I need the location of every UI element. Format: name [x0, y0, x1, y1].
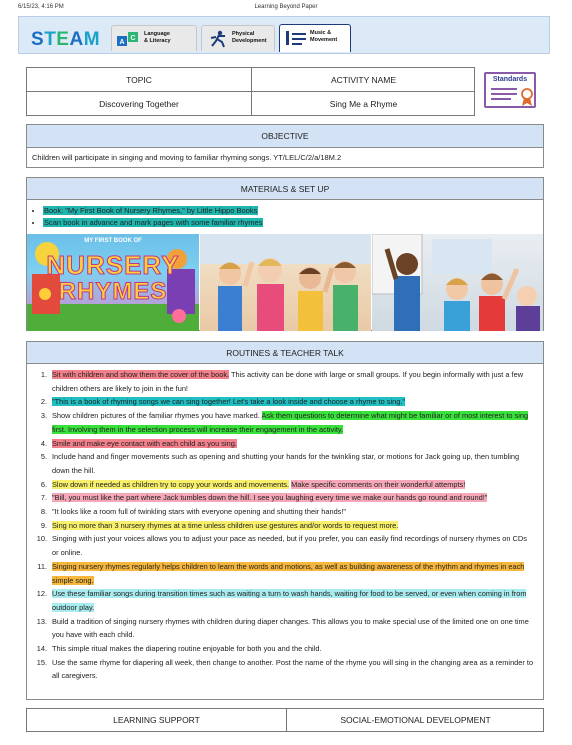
- steam-letter: E: [56, 29, 70, 50]
- routine-item: [35, 519, 535, 533]
- routine-text-part: Include hand and finger movements such as opening and shutting your hands for the twinkling star, or motions for Jack going up, then tumbling down the hill.: [52, 452, 520, 475]
- routine-item: [35, 478, 535, 492]
- objective-section: [26, 124, 544, 168]
- routine-item: [35, 409, 535, 436]
- routine-text: [52, 437, 535, 451]
- routine-text: [52, 505, 535, 519]
- routines-header: ROUTINES & TEACHER TALK: [27, 342, 543, 364]
- list-item: [43, 217, 543, 229]
- routine-text: [52, 368, 535, 395]
- routine-number: 8.: [40, 507, 47, 517]
- music-notes-icon: [284, 29, 308, 47]
- routine-text: [52, 409, 535, 436]
- standards-badge[interactable]: [484, 72, 536, 108]
- book-cover-subtitle: MY FIRST BOOK OF: [84, 238, 142, 244]
- routine-number: 14.: [36, 644, 47, 654]
- routine-text: [52, 587, 535, 614]
- highlighted-text: Slow down if needed as children try to copy your words and movements.: [52, 479, 290, 489]
- highlighted-text: Sit with children and show them the cover of the book.: [52, 370, 230, 379]
- routine-number: 1.: [40, 370, 47, 379]
- print-title: Learning Beyond Paper: [254, 4, 318, 10]
- topic-value: Discovering Together: [99, 99, 179, 109]
- svg-text:A: A: [119, 39, 125, 46]
- routine-text: [52, 642, 535, 656]
- routine-item: [35, 615, 535, 642]
- routine-text: [52, 656, 535, 683]
- highlighted-text: Smile and make eye contact with each child as you sing.: [52, 438, 237, 448]
- tab-physical-line1: Physical: [232, 31, 255, 37]
- highlighted-text: "Bill, you must like the part where Jack tumbles down the hill. I see you laughing every time we make our hands go round and round!": [52, 493, 488, 503]
- social-emotional-header: SOCIAL-EMOTIONAL DEVELOPMENT: [340, 715, 491, 725]
- steam-letter: M: [83, 29, 101, 50]
- materials-item-scan: Scan book in advance and mark pages with some familiar rhymes: [44, 218, 263, 227]
- routine-item: [35, 368, 535, 395]
- routines-list: [27, 364, 543, 683]
- tab-language-line2: & Literacy: [144, 37, 171, 44]
- highlighted-text: Use these familiar songs during transition times such as waiting a turn to wash hands, waiting for food to be served, or even when coming in from outdoor play.: [52, 589, 527, 612]
- steam-letter: A: [69, 29, 84, 50]
- steam-letter: T: [44, 29, 57, 50]
- book-cover-title-line2: RHYMES: [58, 278, 168, 305]
- support-header-row: [26, 708, 544, 732]
- abc-blocks-icon: [116, 30, 140, 48]
- routine-item: [35, 450, 535, 477]
- routine-item: [35, 491, 535, 505]
- tab-physical-line2: Development: [232, 37, 267, 44]
- tab-music-line1: Music &: [310, 30, 332, 36]
- tab-language-literacy[interactable]: [111, 25, 197, 51]
- highlighted-text: Sing no more than 3 nursery rhymes at a time unless children use gestures and/or words to request more.: [52, 520, 399, 530]
- routine-item: [35, 395, 535, 409]
- routine-number: 2.: [40, 397, 47, 407]
- steam-logo-tab[interactable]: [25, 25, 107, 51]
- routine-text: [52, 519, 535, 533]
- tab-music-line2: Movement: [310, 36, 338, 43]
- routine-text-part: Build a tradition of singing nursery rhymes with children during diaper changes. This allows you to make special use of the limited one on one time you have with each child.: [52, 616, 529, 640]
- book-cover-title-line1: NURSERY: [46, 250, 180, 280]
- highlighted-text: "This is a book of rhyming songs we can sing together! Let's take a look inside and choose a rhyme to sing.": [52, 397, 405, 407]
- routine-item: [35, 532, 535, 559]
- routine-number: 4.: [40, 438, 47, 448]
- children-singing-photo: [200, 234, 371, 331]
- print-header: [18, 4, 554, 14]
- objective-header: OBJECTIVE: [27, 125, 543, 148]
- routine-text: [52, 450, 535, 477]
- standards-label: Standards: [492, 76, 528, 83]
- highlighted-text: Ask them questions to determine what might be familiar or of most interest to sing first. Involving them in the selection process will increase their engagement in the activity.: [52, 411, 529, 434]
- routine-item: [35, 560, 535, 587]
- routines-section: [26, 341, 544, 700]
- routine-text: [52, 478, 535, 492]
- routine-text-part: This activity can be done with large or small groups. If you begin informally with just a few children others are likely to join in the fun!: [52, 370, 524, 393]
- routine-text-part: "It looks like a room full of twinkling stars with everyone opening and shutting their hands!": [52, 507, 347, 517]
- routine-text: [52, 532, 535, 559]
- routine-number: 15.: [36, 657, 47, 667]
- activity-name-value: Sing Me a Rhyme: [329, 99, 398, 109]
- routine-item: [35, 505, 535, 519]
- activity-name-header: ACTIVITY NAME: [330, 74, 397, 85]
- topic-activity-table: [26, 67, 475, 116]
- routine-number: 12.: [36, 589, 47, 599]
- running-figure-icon: [206, 30, 230, 48]
- routine-text-part: Show children pictures of the familiar rhymes you have marked.: [52, 411, 262, 421]
- routine-text: [52, 615, 535, 642]
- routine-text-part: Use the same rhyme for diapering all week, then change to another. Post the name of the rhyme you will sing in the changing area as a reminder to all caregivers.: [52, 657, 534, 681]
- routine-item: [35, 642, 535, 656]
- highlighted-text: Singing nursery rhymes regularly helps children to learn the words and motions, as well as building awareness of the rhythm and rhymes in each simple song.: [52, 561, 525, 585]
- category-tab-bar: [18, 16, 550, 54]
- steam-letter: S: [31, 29, 45, 50]
- routine-text: [52, 395, 535, 409]
- routine-text-part: Singing with just your voices allows you to adjust your pace as needed, but if you prefer, you can easily find recordings of nursery rhymes on CDs or online.: [52, 534, 527, 558]
- ribbon-award-icon: [520, 87, 534, 107]
- tab-label-music: [310, 30, 337, 43]
- book-cover-image: [27, 234, 199, 331]
- print-date: 6/15/23, 4:16 PM: [18, 4, 64, 10]
- svg-text:C: C: [130, 35, 136, 42]
- routine-item: [35, 587, 535, 614]
- routine-number: 6.: [40, 479, 47, 489]
- materials-section: [26, 177, 544, 331]
- routine-number: 3.: [40, 411, 47, 421]
- routine-number: 11.: [37, 561, 47, 571]
- topic-header: TOPIC: [126, 74, 152, 85]
- routine-text-part: This simple ritual makes the diapering routine enjoyable for both you and the child.: [52, 644, 322, 654]
- routine-item: [35, 656, 535, 683]
- classroom-children-photo: [372, 234, 543, 331]
- routine-text: [52, 491, 535, 505]
- routine-number: 5.: [40, 452, 47, 462]
- routine-item: [35, 437, 535, 451]
- routine-number: 10.: [36, 534, 47, 544]
- routine-number: 9.: [40, 520, 47, 530]
- materials-list: [27, 200, 543, 229]
- materials-header: MATERIALS & SET UP: [27, 178, 543, 200]
- tab-physical-development[interactable]: [201, 25, 275, 51]
- tab-language-line1: Language: [144, 31, 170, 37]
- highlighted-text: Make specific comments on their wonderful attempts!: [291, 479, 466, 489]
- tab-music-movement[interactable]: [279, 24, 351, 52]
- materials-photo-strip: [27, 234, 543, 331]
- list-item: [43, 205, 543, 217]
- materials-item-book: Book: "My First Book of Nursery Rhymes," by Little Hippo Books: [44, 206, 258, 215]
- objective-text: Children will participate in singing and moving to familiar rhyming songs. YT/LEL/C/2/a/18M.2: [32, 153, 342, 162]
- routine-number: 7.: [40, 493, 47, 503]
- routine-text: [52, 560, 535, 587]
- routine-number: 13.: [36, 616, 47, 626]
- tab-label-language: [144, 31, 171, 44]
- tab-label-physical: [232, 31, 267, 44]
- steam-logo: [31, 29, 100, 51]
- learning-support-header: LEARNING SUPPORT: [113, 715, 200, 725]
